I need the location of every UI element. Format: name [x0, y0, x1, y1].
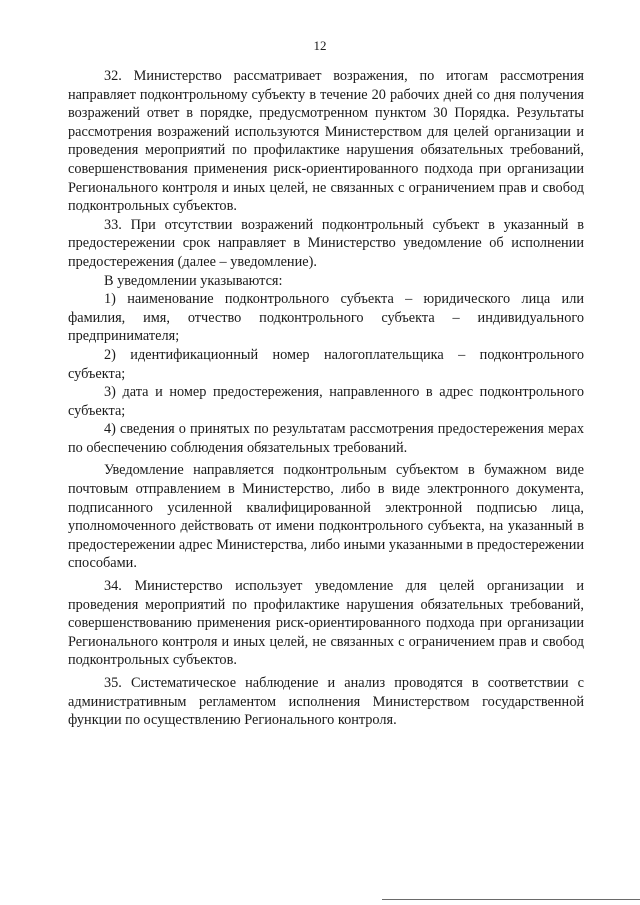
document-body [68, 67, 584, 730]
notice-contents-intro: В уведомлении указываются: [104, 272, 283, 289]
notice-item-4: 4) сведения о принятых по результатам рассмотрения предостережения мерах по обеспечению соблюдения обязательных требований. [68, 421, 584, 456]
notice-item-3: 3) дата и номер предостережения, направленного в адрес подконтрольного субъекта; [68, 384, 584, 419]
paragraph-33: 33. При отсутствии возражений подконтрольный субъект в указанный в предостережении срок направляет в Министерство уведомление об исполнении предостережения (далее – уведомление). [68, 216, 584, 270]
footer-rule [382, 899, 640, 900]
paragraph-32: 32. Министерство рассматривает возражения, по итогам рассмотрения направляет подконтрольному субъекту в течение 20 рабочих дней со дня получения возражений ответ в порядке, предусмотренном пунктом 30 Порядка. Результаты рассмотрения возражений используются Министерством для целей организации и проведения мероприятий по профилактике нарушения обязательных требований, совершенствования применения риск-ориентированного подхода при организации Регионального контроля и иных целей, не связанных с ограничением прав и свобод подконтрольных субъектов. [68, 68, 584, 215]
page-number: 12 [313, 38, 327, 53]
notice-delivery-paragraph: Уведомление направляется подконтрольным субъектом в бумажном виде почтовым отправлением в Министерство, либо в виде электронного документа, подписанного усиленной квалифицированной электронной подписью лица, уполномоченного действовать от имени подконтрольного субъекта, на указанный в предостережении адрес Министерства, либо иными указанными в предостережении способами. [68, 462, 584, 572]
paragraph-34: 34. Министерство использует уведомление для целей организации и проведения мероприятий по профилактике нарушения обязательных требований, совершенствованию применения риск-ориентированного подхода при организации Регионального контроля и иных целей, не связанных с ограничением прав и свобод подконтрольных субъектов. [68, 578, 584, 669]
paragraph-35: 35. Систематическое наблюдение и анализ проводятся в соответствии с административным регламентом исполнения Министерством государственной функции по осуществлению Регионального контроля. [68, 675, 584, 729]
notice-item-1: 1) наименование подконтрольного субъекта – юридического лица или фамилия, имя, отчество подконтрольного субъекта – индивидуального предпринимателя; [68, 291, 584, 345]
notice-item-2: 2) идентификационный номер налогоплательщика – подконтрольного субъекта; [68, 346, 584, 382]
